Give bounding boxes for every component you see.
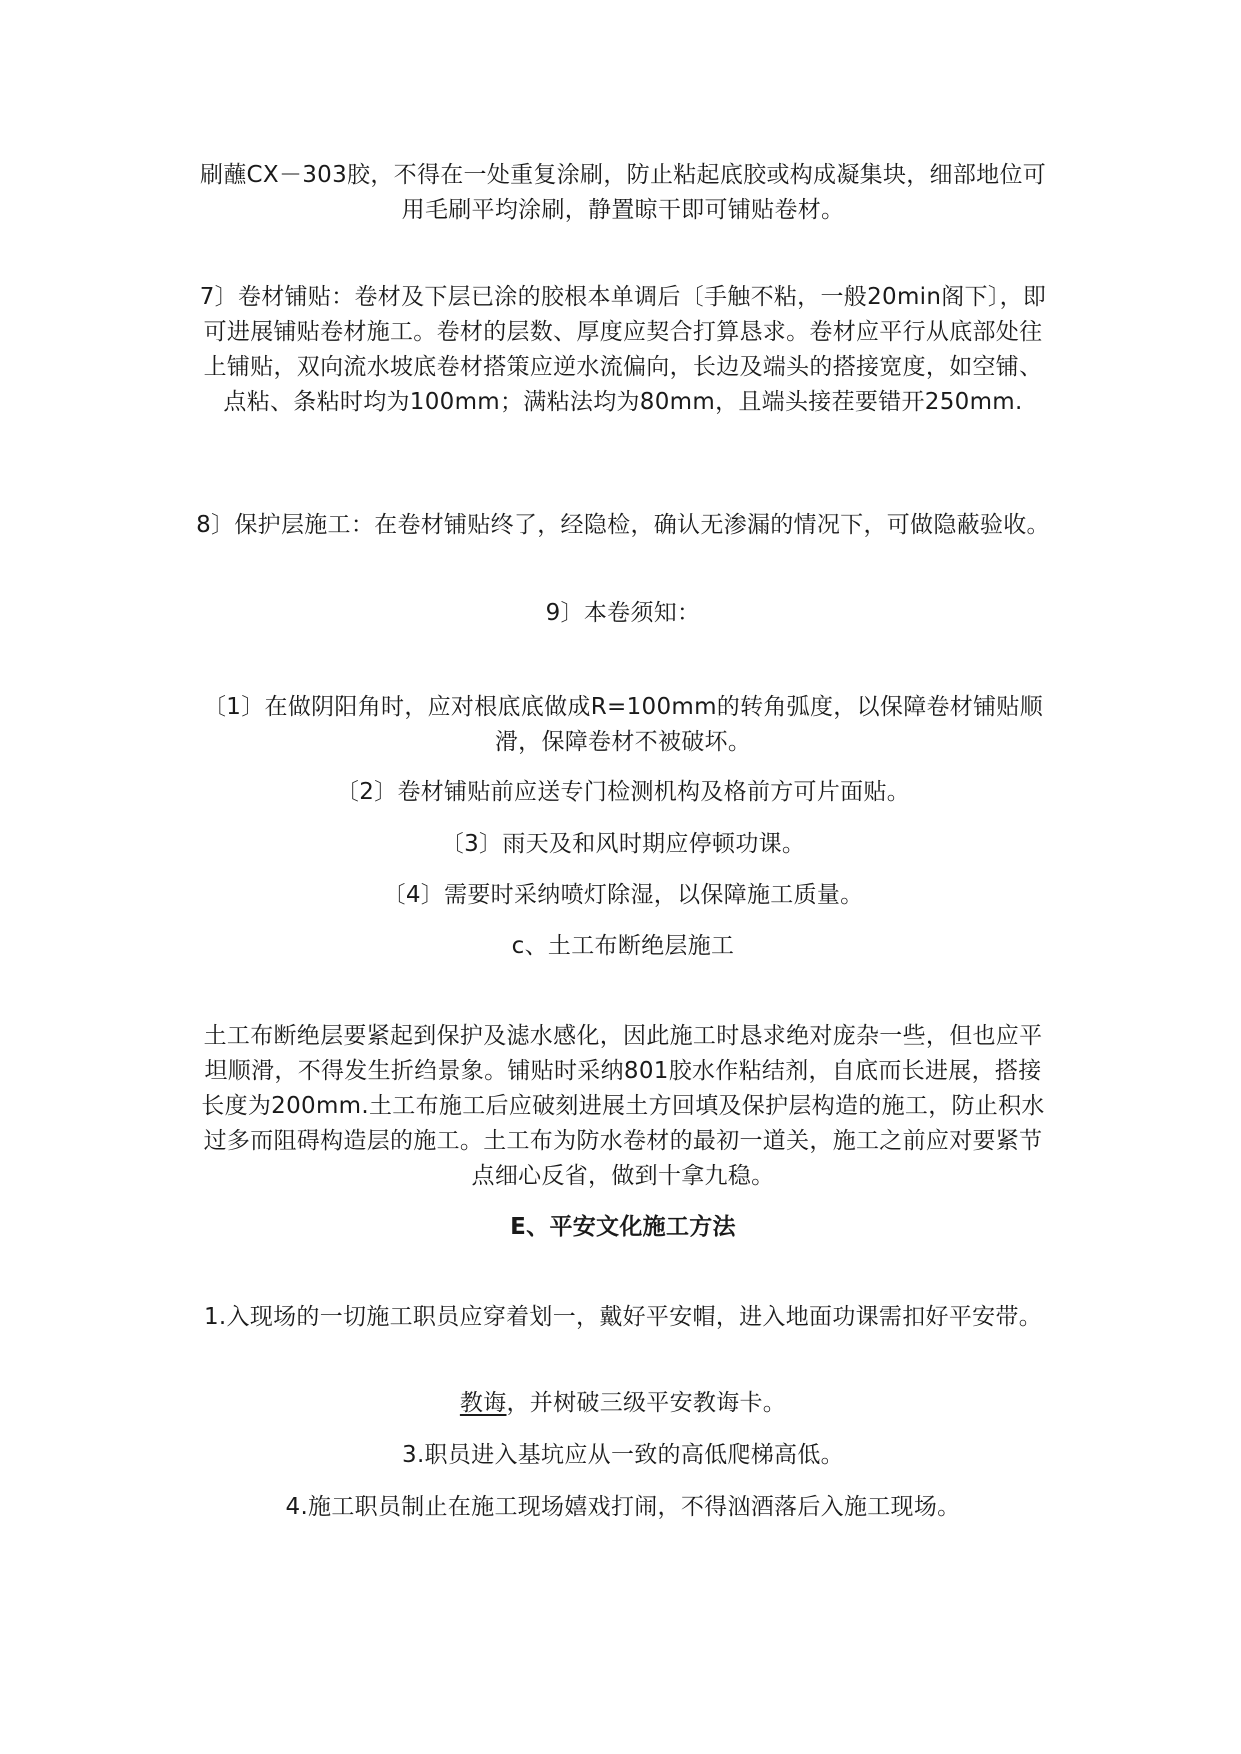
- paragraph-safety-3: 3.职员进入基坑应从一致的高低爬梯高低。: [402, 1442, 844, 1468]
- paragraph-safety-2: [195, 1386, 1051, 1421]
- paragraph-note-4: 〔4〕需要时采纳喷灯除湿，以保障施工质量。: [382, 882, 864, 908]
- paragraph-note-2: 〔2〕卷材铺贴前应送专门检测机构及格前方可片面贴。: [335, 779, 911, 805]
- paragraph-safety-4: 4.施工职员制止在施工现场嬉戏打闹，不得汹酒落后入施工现场。: [285, 1494, 961, 1520]
- paragraph-membrane-laying: 7〕卷材铺贴：卷材及下层已涂的胶根本单调后〔手触不粘，一般20min阁下〕，即可进展铺贴卷材施工。卷材的层数、厚度应契合打算恳求。卷材应平行从底部处往上铺贴，双向流水坡底卷材搭策应逆水流偏向，长边及端头的搭接宽度，如空铺、点粘、条粘时均为100mm；满粘法均为80mm，且端头接茬要错开250mm.: [199, 284, 1047, 415]
- underlined-word: 教诲: [459, 1390, 507, 1416]
- paragraph-note-3: 〔3〕雨天及和风时期应停顿功课。: [440, 831, 806, 857]
- section-heading-safety: E、平安文化施工方法: [510, 1214, 736, 1240]
- paragraph-safety-2-rest: ，并树破三级平安教诲卡。: [506, 1390, 787, 1416]
- paragraph-notes-heading: 9〕本卷须知：: [545, 600, 701, 626]
- paragraph-protection-layer: 8〕保护层施工：在卷材铺贴终了，经隐检，确认无渗漏的情况下，可做隐蔽验收。: [196, 512, 1050, 538]
- paragraph-safety-1: 1.入现场的一切施工职员应穿着划一，戴好平安帽，进入地面功课需扣好平安带。: [203, 1304, 1043, 1330]
- section-heading-geotextile: c、土工布断绝层施工: [511, 933, 735, 959]
- paragraph-note-1: 〔1〕在做阴阳角时，应对根底底做成R=100mm的转角弧度，以保障卷材铺贴顺滑，保障卷材不被破坏。: [203, 694, 1043, 755]
- paragraph-brushing-glue: 刷蘸CX－303胶，不得在一处重复涂刷，防止粘起底胶或构成凝集块，细部地位可用毛刷平均涂刷，静置晾干即可铺贴卷材。: [199, 162, 1047, 223]
- paragraph-geotextile: 土工布断绝层要紧起到保护及滤水感化，因此施工时恳求绝对庞杂一些，但也应平坦顺滑，不得发生折绉景象。铺贴时采纳801胶水作粘结剂，自底而长进展，搭接长度为200mm.土工布施工后应破刻进展土方回填及保护层构造的施工，防止积水过多而阻碍构造层的施工。土工布为防水卷材的最初一道关，施工之前应对要紧节点细心反省，做到十拿九稳。: [201, 1023, 1045, 1189]
